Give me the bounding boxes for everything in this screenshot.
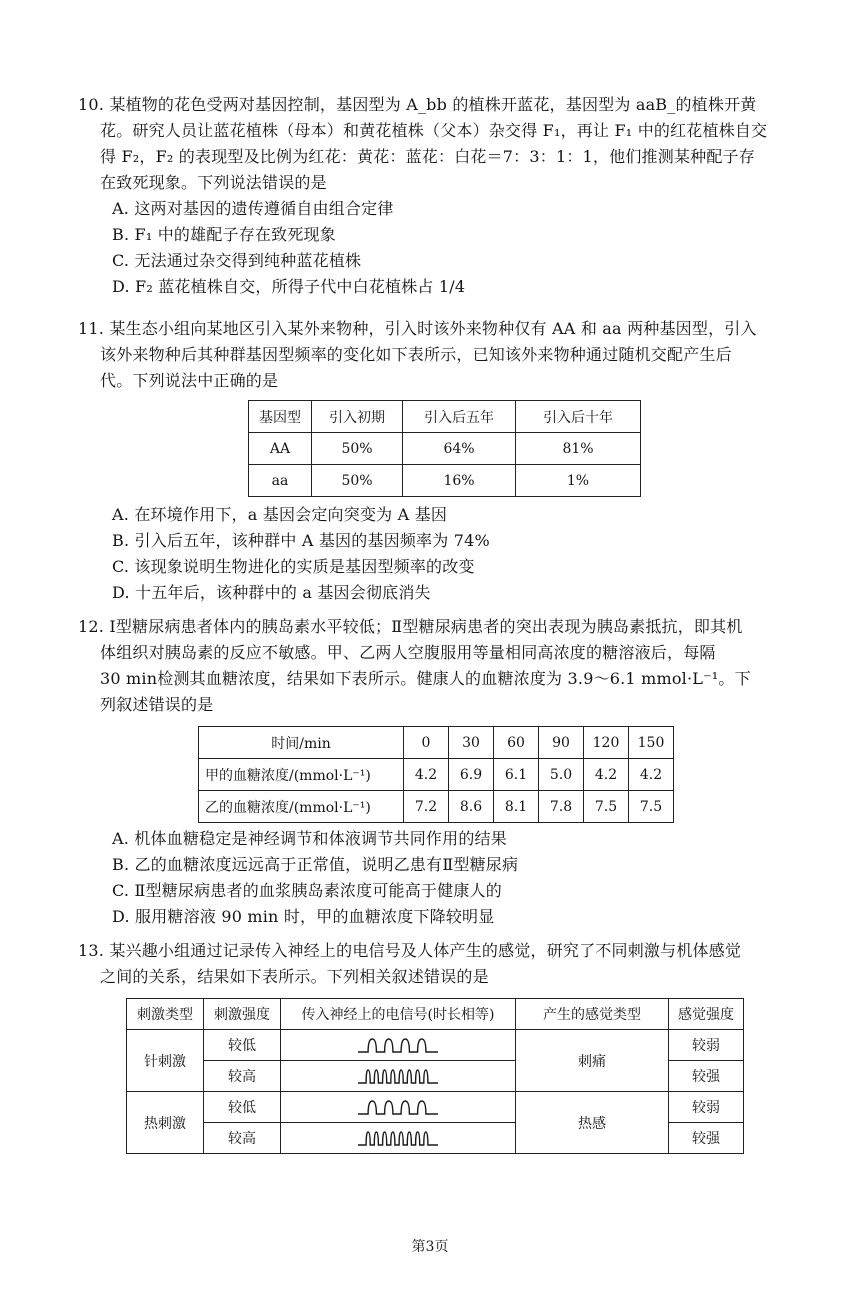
q11-stem-line-1: 11. 某生态小组向某地区引入某外来物种，引入时该外来物种仅有 AA 和 aa 两种基因型，引入 (78, 319, 757, 338)
q10-option-b: B. F₁ 中的雄配子存在致死现象 (112, 225, 336, 244)
question-12 (78, 614, 823, 718)
table-cell: 8.6 (449, 791, 494, 823)
table-cell: 50% (312, 433, 403, 465)
table-header-row (127, 999, 744, 1030)
q10-option-c: C. 无法通过杂交得到纯种蓝花植株 (112, 251, 362, 270)
table-cell: 16% (403, 465, 516, 497)
stimulus-type-cell: 针刺激 (127, 1030, 204, 1092)
q11-stem-line-2: 该外来物种后其种群基因型频率的变化如下表所示，已知该外来物种通过随机交配产生后 (100, 345, 732, 364)
signal-cell (281, 1030, 516, 1061)
table-header-cell: 引入后五年 (403, 401, 516, 433)
table-header-row (199, 727, 674, 759)
q12-stem-line-3: 30 min检测其血糖浓度，结果如下表所示。健康人的血糖浓度为 3.9～6.1 mmol·L⁻¹。下 (100, 669, 751, 688)
table-cell: 7.5 (584, 791, 629, 823)
table-row (199, 791, 674, 823)
table-cell: 较弱 (669, 1030, 744, 1061)
q12-option-a: A. 机体血糖稳定是神经调节和体液调节共同作用的结果 (112, 829, 507, 848)
table-cell: 7.2 (404, 791, 449, 823)
table-cell: 7.5 (629, 791, 674, 823)
signal-trace (358, 1070, 438, 1083)
table-header-cell: 60 (494, 727, 539, 759)
table-header-cell: 引入后十年 (516, 401, 641, 433)
table-header-cell: 30 (449, 727, 494, 759)
page-number: 第3页 (411, 1239, 449, 1255)
question-12-options (78, 826, 823, 930)
table-header-cell: 150 (629, 727, 674, 759)
sensation-type-cell: 刺痛 (516, 1030, 669, 1092)
q13-stimulus-table (126, 998, 744, 1154)
nerve-signal-waveform (358, 1066, 438, 1086)
signal-trace (358, 1132, 438, 1145)
q11-option-c: C. 该现象说明生物进化的实质是基因型频率的改变 (112, 557, 475, 576)
q11-option-d: D. 十五年后，该种群中的 a 基因会彻底消失 (112, 583, 431, 602)
table-header-cell: 120 (584, 727, 629, 759)
q11-option-b: B. 引入后五年，该种群中 A 基因的基因频率为 74% (112, 531, 490, 550)
signal-trace (358, 1101, 438, 1114)
q11-option-a: A. 在环境作用下，a 基因会定向突变为 A 基因 (112, 505, 448, 524)
signal-cell (281, 1061, 516, 1092)
table-cell: 较低 (204, 1092, 281, 1123)
nerve-signal-waveform (358, 1128, 438, 1148)
table-row-label: 甲的血糖浓度/(mmol·L⁻¹) (199, 759, 404, 791)
table-cell: 64% (403, 433, 516, 465)
nerve-signal-waveform (358, 1035, 438, 1055)
q12-option-d: D. 服用糖溶液 90 min 时，甲的血糖浓度下降较明显 (112, 907, 495, 926)
signal-cell (281, 1092, 516, 1123)
q12-stem-line-2: 体组织对胰岛素的反应不敏感。甲、乙两人空腹服用等量相同高浓度的糖溶液后，每隔 (100, 643, 716, 662)
table-cell: 较高 (204, 1123, 281, 1154)
table-cell: 7.8 (539, 791, 584, 823)
q11-stem-line-3: 代。下列说法中正确的是 (100, 371, 279, 390)
table-cell: 8.1 (494, 791, 539, 823)
table-header-cell: 基因型 (249, 401, 312, 433)
q12-stem-line-4: 列叙述错误的是 (100, 695, 214, 714)
table-header-cell: 0 (404, 727, 449, 759)
table-header-cell: 时间/min (199, 727, 404, 759)
table-cell: 较高 (204, 1061, 281, 1092)
nerve-signal-waveform (358, 1097, 438, 1117)
q10-stem-line-1: 10. 某植物的花色受两对基因控制，基因型为 A_bb 的植株开蓝花，基因型为 aaB_的植株开黄 (78, 95, 757, 114)
q10-stem-line-4: 在致死现象。下列说法错误的是 (100, 173, 327, 192)
q12-option-b: B. 乙的血糖浓度远远高于正常值，说明乙患有Ⅱ型糖尿病 (112, 855, 519, 874)
table-cell: 较弱 (669, 1092, 744, 1123)
table-cell: 较低 (204, 1030, 281, 1061)
q10-stem-line-3: 得 F₂，F₂ 的表现型及比例为红花：黄花：蓝花：白花＝7：3：1：1，他们推测某种配子存 (100, 147, 755, 166)
q10-stem-line-2: 花。研究人员让蓝花植株（母本）和黄花植株（父本）杂交得 F₁，再让 F₁ 中的红花植株自交 (100, 121, 768, 140)
table-cell: 6.1 (494, 759, 539, 791)
table-cell: AA (249, 433, 312, 465)
question-10 (78, 92, 823, 300)
signal-trace (358, 1039, 438, 1052)
table-row (249, 433, 641, 465)
question-11-options (78, 502, 823, 606)
q13-stem-line-1: 13. 某兴趣小组通过记录传入神经上的电信号及人体产生的感觉，研究了不同刺激与机体感觉 (78, 941, 742, 960)
table-row-label: 乙的血糖浓度/(mmol·L⁻¹) (199, 791, 404, 823)
q10-option-d: D. F₂ 蓝花植株自交，所得子代中白花植株占 1/4 (112, 277, 466, 296)
table-cell: 较强 (669, 1123, 744, 1154)
table-cell: 81% (516, 433, 641, 465)
table-cell: 50% (312, 465, 403, 497)
q12-blood-glucose-table (198, 726, 674, 823)
table-cell: 4.2 (629, 759, 674, 791)
table-cell: 6.9 (449, 759, 494, 791)
table-row (199, 759, 674, 791)
signal-cell (281, 1123, 516, 1154)
sensation-type-cell: 热感 (516, 1092, 669, 1154)
table-header-cell: 90 (539, 727, 584, 759)
table-cell: 5.0 (539, 759, 584, 791)
table-cell: 4.2 (404, 759, 449, 791)
table-header-cell: 感觉强度 (669, 999, 744, 1030)
table-header-row (249, 401, 641, 433)
q12-stem-line-1: 12. Ⅰ型糖尿病患者体内的胰岛素水平较低；Ⅱ型糖尿病患者的突出表现为胰岛素抵抗，即其机 (78, 617, 743, 636)
table-row (249, 465, 641, 497)
table-header-cell: 产生的感觉类型 (516, 999, 669, 1030)
q12-option-c: C. Ⅱ型糖尿病患者的血浆胰岛素浓度可能高于健康人的 (112, 881, 502, 900)
question-11 (78, 316, 823, 394)
table-header-cell: 传入神经上的电信号(时长相等) (281, 999, 516, 1030)
q10-option-a: A. 这两对基因的遗传遵循自由组合定律 (112, 199, 394, 218)
table-cell: 4.2 (584, 759, 629, 791)
table-header-cell: 刺激类型 (127, 999, 204, 1030)
table-cell: 较强 (669, 1061, 744, 1092)
table-cell: 1% (516, 465, 641, 497)
table-header-cell: 引入初期 (312, 401, 403, 433)
question-13 (78, 938, 823, 990)
table-cell: aa (249, 465, 312, 497)
table-row (127, 1030, 744, 1061)
q13-stem-line-2: 之间的关系，结果如下表所示。下列相关叙述错误的是 (100, 967, 489, 986)
table-header-cell: 刺激强度 (204, 999, 281, 1030)
stimulus-type-cell: 热刺激 (127, 1092, 204, 1154)
q11-genotype-table (248, 400, 641, 497)
table-row (127, 1092, 744, 1123)
